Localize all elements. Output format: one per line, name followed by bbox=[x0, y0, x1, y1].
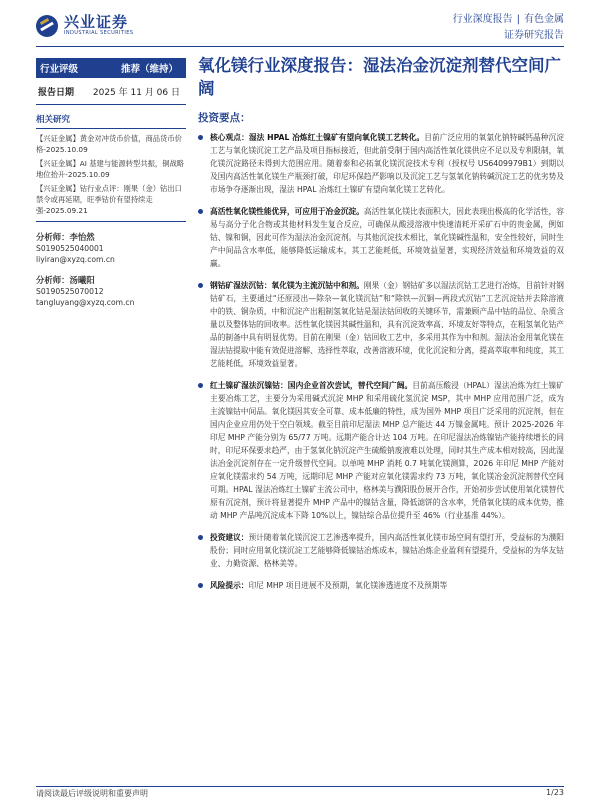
key-point bbox=[198, 379, 564, 522]
section-title: 投资要点： bbox=[198, 112, 251, 124]
related-research-title: 相关研究 bbox=[36, 113, 186, 129]
analyst-code: S0190525040001 bbox=[36, 244, 104, 253]
key-point-text: 预计随着氧化镁沉淀工艺渗透率提升，国内高活性氧化镁市场空间有望打开，受益标的为濮阳股份；同时应用氧化镁沉淀工艺能够降低镍钴冶炼成本，镍钴冶炼企业盈利有望提升，受益标的为华友钴业、力勤资源、格林美等。 bbox=[210, 533, 564, 568]
brand-name-cn: 兴业证券 bbox=[64, 13, 129, 31]
key-point bbox=[198, 279, 564, 370]
rating-value: 推荐（维持） bbox=[120, 64, 178, 75]
key-point bbox=[198, 131, 564, 196]
bullet-icon bbox=[198, 283, 203, 288]
analyst-email[interactable]: tangluyang@xyzq.com.cn bbox=[36, 298, 135, 307]
header-meta bbox=[453, 12, 564, 44]
footer-divider bbox=[36, 786, 564, 787]
analyst-card bbox=[36, 232, 186, 265]
key-point-text: 印尼 MHP 项目进展不及预期，氧化镁渗透进度不及预期等 bbox=[248, 581, 448, 590]
key-point bbox=[198, 205, 564, 270]
rating-bar bbox=[36, 58, 186, 78]
bullet-icon bbox=[198, 135, 203, 140]
sidebar bbox=[36, 58, 186, 308]
page-number: 1/23 bbox=[546, 788, 564, 797]
analyst-name: 分析师：李怡然 bbox=[36, 232, 95, 242]
key-point-lead: 高活性氧化镁性能优异，可应用于冶金沉淀。 bbox=[210, 207, 364, 216]
related-item[interactable]: 【兴证金属】黄金对冲货币价值，商品货币价格-2025.10.09 bbox=[36, 134, 182, 154]
analyst-name: 分析师：汤曦阳 bbox=[36, 275, 95, 285]
analyst-email[interactable]: liyiran@xyzq.com.cn bbox=[36, 255, 115, 264]
bullet-icon bbox=[198, 583, 203, 588]
brand-logo bbox=[36, 14, 133, 37]
brand-name-en: INDUSTRIAL SECURITIES bbox=[64, 30, 134, 36]
rating-label: 行业评级 bbox=[40, 64, 79, 75]
investment-advice bbox=[198, 531, 564, 570]
report-type: 行业深度报告 bbox=[452, 14, 513, 25]
report-title: 氧化镁行业深度报告：湿法冶金沉淀剂替代空间广阔 bbox=[198, 56, 561, 98]
analyst-code: S0190525070012 bbox=[36, 287, 104, 296]
key-point-text: 目前高压酸浸（HPAL）湿法冶炼为红土镍矿主要冶炼工艺，主要分为采用碱式沉淀 MHP 和采用硫化氢沉淀 MSP，其中 MHP 应用范围广泛，成为主流镍钴中间品。氧化镁因其安全可靠、成本低廉的特性，成为国外 MHP 项目广泛采用的沉淀剂，但在国内企业应用仍处于空白领域。截至目前印尼湿法 MHP 总产能达 44 万镍金属吨。预计 2025-2026 年印尼 MHP 产能分别为 65/77 万吨。远期产能合计达 104 万吨。在印尼湿法冶炼镍钴产能持续增长的同时，印尼环保要求趋严，由于氢氧化钠沉淀产生硫酸钠废液难以处理，同时其生产成本相对较高，因此湿法冶金沉淀剂存在一定升级替代空间。以单吨 MHP 消耗 0.7 吨氧化镁测算，2026 年印尼 MHP 产能对应氧化镁需求约 54 万吨，远期印尼 MHP 产能对应氧化镁需求约 73 万吨，氧化镁冶金沉淀剂替代空间可期。HPAL 湿法冶炼红土镍矿主流公司中，格林美与濮阳股份展开合作，开始初步尝试使用氧化镁替代原有沉淀剂，预计将显著提升 MHP 产品中的镍钴含量，降低滤饼的含水率，凭借氧化镁的成本优势，推动 MHP 产品吨沉淀成本下降 10%以上，镍钴综合品位提升至 46%（行业基准 44%）。 bbox=[210, 381, 564, 520]
sector-label: 有色金属 bbox=[524, 14, 564, 25]
dept-label: 证券研究报告 bbox=[504, 30, 564, 41]
bullet-icon bbox=[198, 383, 203, 388]
key-point-lead: 风险提示： bbox=[210, 581, 249, 590]
bullet-icon bbox=[198, 535, 203, 540]
risk-warning bbox=[198, 579, 564, 592]
logo-icon bbox=[36, 15, 58, 37]
header-separator: | bbox=[516, 14, 520, 25]
footer-disclaimer[interactable]: 请阅读最后评级说明和重要声明 bbox=[36, 789, 148, 798]
related-item[interactable]: 【兴证金属】AI 基建与能源转型共振，铜战略地位抬升-2025.10.09 bbox=[36, 159, 185, 179]
key-point-text: 刚果（金）钢钴矿多以湿法沉钴工艺进行冶炼，目前针对钢钴矿石，主要通过“还原浸出—除杂—氧化镁沉钴”和“除铁—沉铜—两段式沉钴”工艺沉淀钴并去除溶液中的铁、铜杂质，中和沉淀产出粗制氢氧化钴是湿法钴回收的关键环节，需兼顾产品中钴的品位、杂质含量以及整体钴的回收率。活性氧化镁因其碱性温和，具有沉淀效率高、环境友好等特点，在粗氢氧化钴产品的制备中具有明显优势。目前在刚果（金）钴回收工艺中，多采用其作为中和剂。湿法冶金用氧化镁在湿法钴提取中能有效促进溶解、选择性萃取，改善溶液环境，优化沉淀和分离，提高萃取率和纯度，其工艺能耗低，环境效益显著。 bbox=[210, 281, 564, 368]
related-research-list bbox=[36, 133, 186, 216]
date-value: 2025 年 11 月 06 日 bbox=[92, 88, 180, 98]
key-point-lead: 投资建议： bbox=[210, 533, 249, 542]
date-label: 报告日期 bbox=[38, 88, 75, 98]
related-item[interactable]: 【兴证金属】钴行业点评：刚果（金）钴出口禁令或再延期，旺季钴价有望持续走强-2025.09.21 bbox=[36, 184, 182, 215]
key-point-text: 目前广泛应用的氧氯化钠特碱钙晶种沉淀工艺与氧化镁沉淀工艺产品及项目指标接近，但此前受制于国内高活性氧化镁供应不足以及专利限制，氧化镁沉淀路径未得到大范围应用。随着泰和必拓氧化镁沉淀技术专利（授权号 US6409979B1）到期以及国内高活性氧化镁生产瓶颈打破，印尼环保趋严影响以及沉淀工艺与氢氧化钠转碱沉淀工艺的优劣势及市场争夺逐渐出现，湿法 HPAL 冶炼红土镍矿有望向氧化镁工艺转化。 bbox=[210, 133, 564, 194]
sidebar-divider bbox=[36, 221, 186, 222]
main-content bbox=[198, 54, 564, 601]
key-point-text: 高活性氧化镁比表面积大，因此表现出极高的化学活性，容易与高分子化合物或其他材料发生复合反应，可确保从酸浸溶液中快速清耗开采矿石中的贵金属，例如钴、镍和铜，因此可作为湿法冶金沉淀剂。与其他沉淀技术相比，氧化镁碱性温和，安全性较好，同时生产中间品含水率低，能够降低运输成本，其工艺能耗低，环境效益显著，实现经济效益和环境效益的双赢。 bbox=[210, 207, 564, 268]
header-divider bbox=[36, 46, 564, 47]
key-point-lead: 钢钴矿湿法沉钴：氧化镁为主流沉钴中和剂。 bbox=[210, 281, 364, 290]
key-point-lead: 红土镍矿湿法沉镍钴：国内企业首次尝试，替代空间广阔。 bbox=[210, 381, 413, 390]
report-date-row bbox=[36, 85, 186, 105]
bullet-icon bbox=[198, 209, 203, 214]
key-point-lead: 核心观点：湿法 HPAL 冶炼红土镍矿有望向氧化镁工艺转化。 bbox=[210, 133, 425, 142]
analyst-card bbox=[36, 275, 186, 308]
